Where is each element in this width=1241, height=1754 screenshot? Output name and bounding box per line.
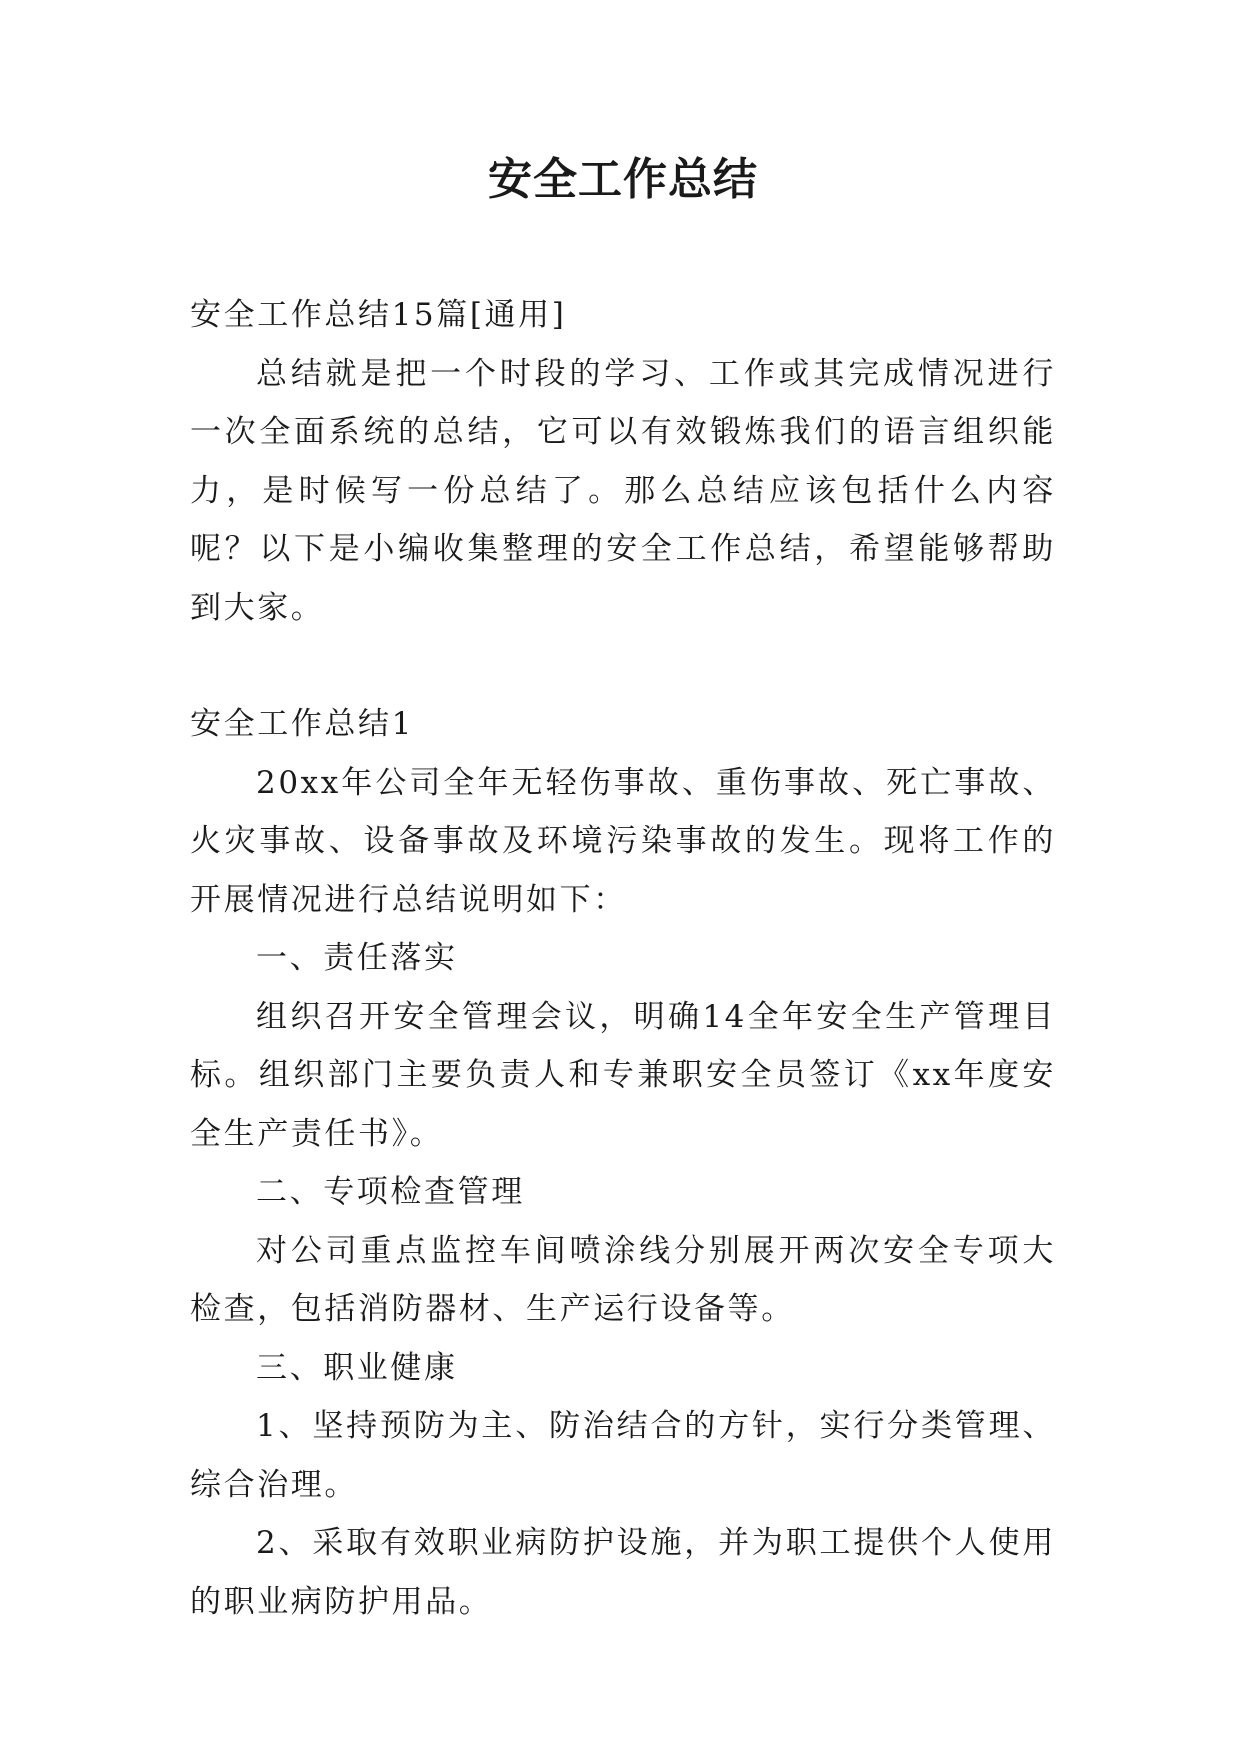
section-heading: 安全工作总结1 xyxy=(190,706,414,742)
document-subtitle: 安全工作总结15篇[通用] xyxy=(190,297,567,333)
document-title: 安全工作总结 xyxy=(488,154,758,205)
item3-point1: 1、坚持预防为主、防治结合的方针，实行分类管理、综合治理。 xyxy=(190,1408,1056,1503)
paragraph-gap xyxy=(190,637,1056,695)
item3-point2: 2、采取有效职业病防护设施，并为职工提供个人使用的职业病防护用品。 xyxy=(190,1525,1056,1620)
item1-heading: 一、责任落实 xyxy=(256,940,458,976)
item2-heading: 二、专项检查管理 xyxy=(256,1174,525,1210)
intro-paragraph: 总结就是把一个时段的学习、工作或其完成情况进行一次全面系统的总结，它可以有效锻炼我们的语言组织能力，是时候写一份总结了。那么总结应该包括什么内容呢？以下是小编收集整理的安全工作总结，希望能够帮助到大家。 xyxy=(190,355,1056,626)
item3-heading: 三、职业健康 xyxy=(256,1349,458,1386)
document-body xyxy=(190,286,1056,1631)
item2-paragraph: 对公司重点监控车间喷涂线分别展开两次安全专项大检查，包括消防器材、生产运行设备等。 xyxy=(190,1232,1056,1327)
section-opening-paragraph: 20xx年公司全年无轻伤事故、重伤事故、死亡事故、火灾事故、设备事故及环境污染事故的发生。现将工作的开展情况进行总结说明如下： xyxy=(190,764,1056,918)
item1-paragraph: 组织召开安全管理会议，明确14全年安全生产管理目标。组织部门主要负责人和专兼职安全员签订《xx年度安全生产责任书》。 xyxy=(190,998,1056,1152)
